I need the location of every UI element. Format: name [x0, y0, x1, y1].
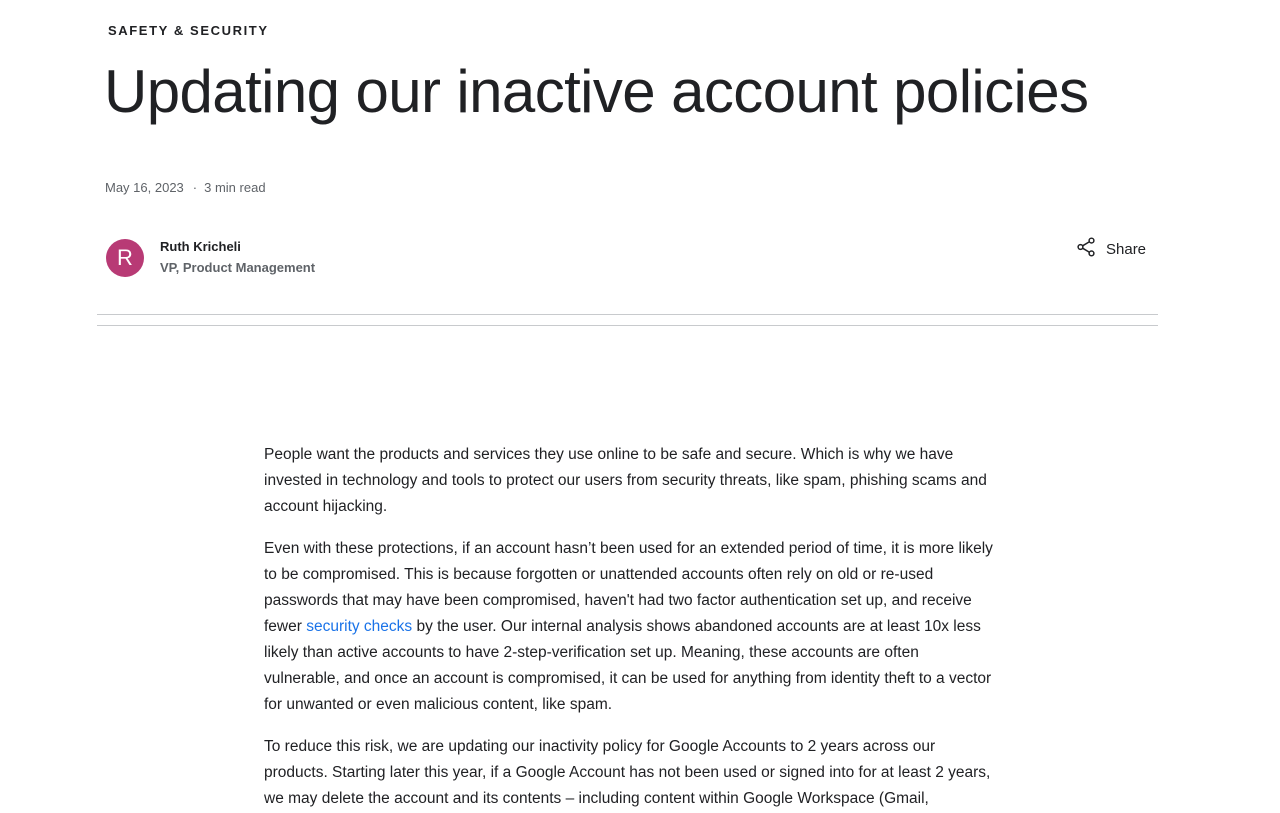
avatar: R [106, 239, 144, 277]
paragraph-2-text-before: Even with these protections, if an account hasn’t been used for an extended period of time, it is more likely to be compromised. This is because forgotten or unattended accounts often rely on old or re-used passwords that may have been compromised, haven't had two factor authentication set up, and receive fewer [264, 540, 993, 635]
author-info [160, 237, 315, 279]
security-checks-link[interactable]: security checks [306, 618, 413, 635]
article-body [264, 442, 994, 813]
header-divider-secondary [97, 325, 1158, 326]
author-block [106, 237, 315, 279]
article-meta [105, 180, 266, 195]
share-label: Share [1106, 240, 1147, 258]
share-icon [1075, 236, 1097, 263]
paragraph-2 [264, 536, 994, 718]
category-link[interactable]: SAFETY & SECURITY [108, 23, 269, 38]
paragraph-1: People want the products and services they use online to be safe and secure. Which is why we have invested in technology and tools to protect our users from security threats, like spam, phishing scams and account hijacking. [264, 446, 987, 515]
publish-date: May 16, 2023 [105, 180, 184, 195]
article-title: Updating our inactive account policies [104, 58, 1089, 125]
share-button[interactable] [1075, 237, 1146, 261]
read-time: 3 min read [204, 180, 266, 195]
author-name: Ruth Kricheli [160, 239, 241, 254]
header-divider [97, 314, 1158, 315]
author-role: VP, Product Management [160, 260, 316, 275]
paragraph-3: To reduce this risk, we are updating our inactivity policy for Google Accounts to 2 years across our products. Starting later this year, if a Google Account has not been used or signed into for at least 2 years, we may delete the account and its contents – including content within Google Workspace (Gmail, [264, 738, 991, 807]
meta-separator: · [192, 180, 198, 195]
paragraph-2-text-after: by the user. Our internal analysis shows abandoned accounts are at least 10x less likely than active accounts to have 2-step-verification set up. Meaning, these accounts are often vulnerable, and once an account is compromised, it can be used for anything from identity theft to a vector for unwanted or even malicious content, like spam. [264, 618, 992, 713]
